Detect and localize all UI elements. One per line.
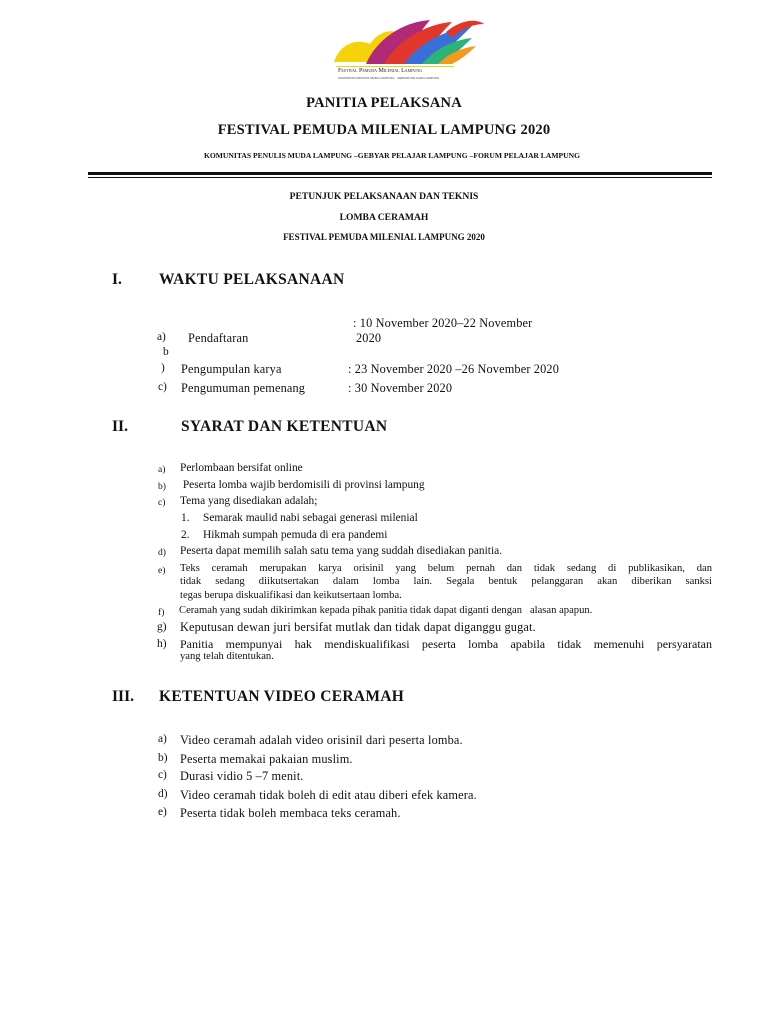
rule-no-replacement: Ceramah yang sudah dikirimkan kepada pihak panitia tidak dapat diganti dengan alasan apapun. [179, 605, 593, 616]
header-divider-thick [88, 172, 712, 175]
section2-title: SYARAT DAN KETENTUAN [181, 418, 388, 435]
submission-date: : 23 November 2020 –26 November 2020 [348, 362, 559, 376]
registration-date: : 10 November 2020–22 November [353, 316, 533, 330]
committee-title: PANITIA PELAKSANA [306, 95, 462, 111]
guideline-title: PETUNJUK PELAKSANAAN DAN TEKNIS [289, 191, 479, 202]
festival-logo-graphic [326, 14, 486, 96]
announcement-date: : 30 November 2020 [348, 381, 453, 395]
section2-label-f: f) [158, 607, 165, 618]
section3-label-d: d) [158, 788, 168, 800]
registration-date-year: 2020 [356, 331, 382, 345]
theme-number-1: 1. [181, 512, 190, 524]
registration-label: Pendaftaran [188, 331, 249, 345]
rule-online: Perlombaan bersifat online [180, 462, 303, 474]
section3-label-e: e) [158, 806, 167, 818]
rule-jury-decision: Keputusan dewan juri bersifat mutlak dan tidak dapat diganggu gugat. [180, 620, 536, 634]
section2-number: II. [112, 418, 128, 435]
rule-disqualification-line2: yang telah ditentukan. [180, 651, 274, 662]
section2-label-d: d) [158, 547, 166, 558]
rule-disqualification-line1: Panitia mempunyai hak mendiskualifikasi peserta lomba apabila tidak memenuhi persyaratan [180, 637, 712, 651]
section3-label-b: b) [158, 752, 168, 764]
theme-1: Semarak maulid nabi sebagai generasi milenial [203, 512, 418, 524]
theme-number-2: 2. [181, 529, 190, 541]
video-rule-original: Video ceramah adalah video orisinil dari peserta lomba. [180, 733, 463, 747]
announcement-label: Pengumuman pemenang [181, 381, 306, 395]
section1-label-b-bottom: ) [161, 362, 165, 374]
rule-originality-line3: tegas berupa diskualifikasi dan keikutsertaan lomba. [180, 590, 402, 601]
section3-label-a: a) [158, 733, 167, 745]
theme-2: Hikmah sumpah pemuda di era pandemi [203, 529, 388, 541]
video-rule-attire: Peserta memakai pakaian muslim. [180, 752, 353, 766]
festival-subtitle: FESTIVAL PEMUDA MILENIAL LAMPUNG 2020 [283, 232, 485, 242]
logo-caption: Festival Pemuda Milenial Lampung [338, 68, 423, 74]
section1-label-b-top: b [163, 346, 169, 358]
header-divider-thin [88, 177, 712, 178]
section2-label-a: a) [158, 464, 166, 475]
submission-label: Pengumpulan karya [181, 362, 282, 376]
section2-label-c: c) [158, 497, 166, 508]
section2-label-g: g) [157, 621, 167, 633]
section1-title: WAKTU PELAKSANAAN [159, 271, 345, 288]
video-rule-no-reading: Peserta tidak boleh membaca teks ceramah. [180, 806, 401, 820]
rule-originality-line1: Teks ceramah merupakan karya orisinil yang belum pernah dan tidak sedang di publikasikan, dan [180, 563, 712, 574]
section3-title: KETENTUAN VIDEO CERAMAH [159, 688, 405, 705]
section1-label-a: a) [157, 331, 166, 343]
section2-label-h: h) [157, 638, 167, 650]
rule-domicile: Peserta lomba wajib berdomisili di provinsi lampung [180, 479, 425, 491]
rule-originality-line2: tidak sedang diikutsertakan dalam lomba lain. Segala bentuk pelanggaran akan diberikan sanksi [180, 576, 712, 587]
section3-number: III. [112, 688, 134, 705]
video-rule-no-edit: Video ceramah tidak boleh di edit atau diberi efek kamera. [180, 788, 477, 802]
festival-logo [326, 14, 486, 96]
section2-label-e: e) [158, 565, 166, 576]
section1-number: I. [112, 271, 122, 288]
logo-subcaption: KOMUNITAS PENULIS MUDA LAMPUNG · GEBYAR PELAJAR LAMPUNG [338, 76, 440, 80]
rule-choose-theme: Peserta dapat memilih salah satu tema yang suddah disediakan panitia. [180, 545, 503, 557]
communities-line: KOMUNITAS PENULIS MUDA LAMPUNG –GEBYAR PELAJAR LAMPUNG –FORUM PELAJAR LAMPUNG [203, 151, 581, 160]
section3-label-c: c) [158, 769, 167, 781]
festival-title: FESTIVAL PEMUDA MILENIAL LAMPUNG 2020 [217, 122, 551, 138]
section2-label-b: b) [158, 481, 166, 492]
competition-title: LOMBA CERAMAH [339, 212, 429, 223]
section1-label-c: c) [158, 381, 167, 393]
rule-themes: Tema yang disediakan adalah; [180, 495, 318, 507]
video-rule-duration: Durasi vidio 5 –7 menit. [180, 769, 304, 783]
